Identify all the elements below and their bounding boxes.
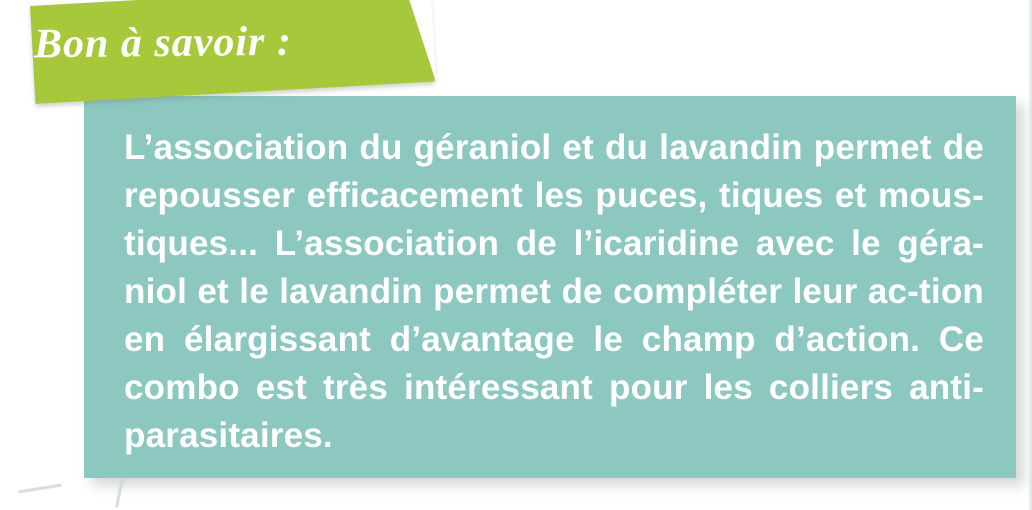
callout-body-text: L’association du géraniol et du lavandin permet de repousser efficacement les puces, tiques et mous-tiques... L’association de l’icaridine avec le géra-niol et le lavandin permet de compléter leur ac-tion en élargissant d’avantage le champ d’action. Ce combo est très intéressant pour les colliers anti-parasitaires. xyxy=(124,128,984,455)
page-edge-artifact xyxy=(1028,0,1032,510)
callout-ribbon-label: Bon à savoir : xyxy=(33,18,293,68)
callout-panel xyxy=(84,96,1016,478)
ribbon-notch-shape xyxy=(404,0,435,83)
decorative-mark-icon xyxy=(18,484,62,494)
